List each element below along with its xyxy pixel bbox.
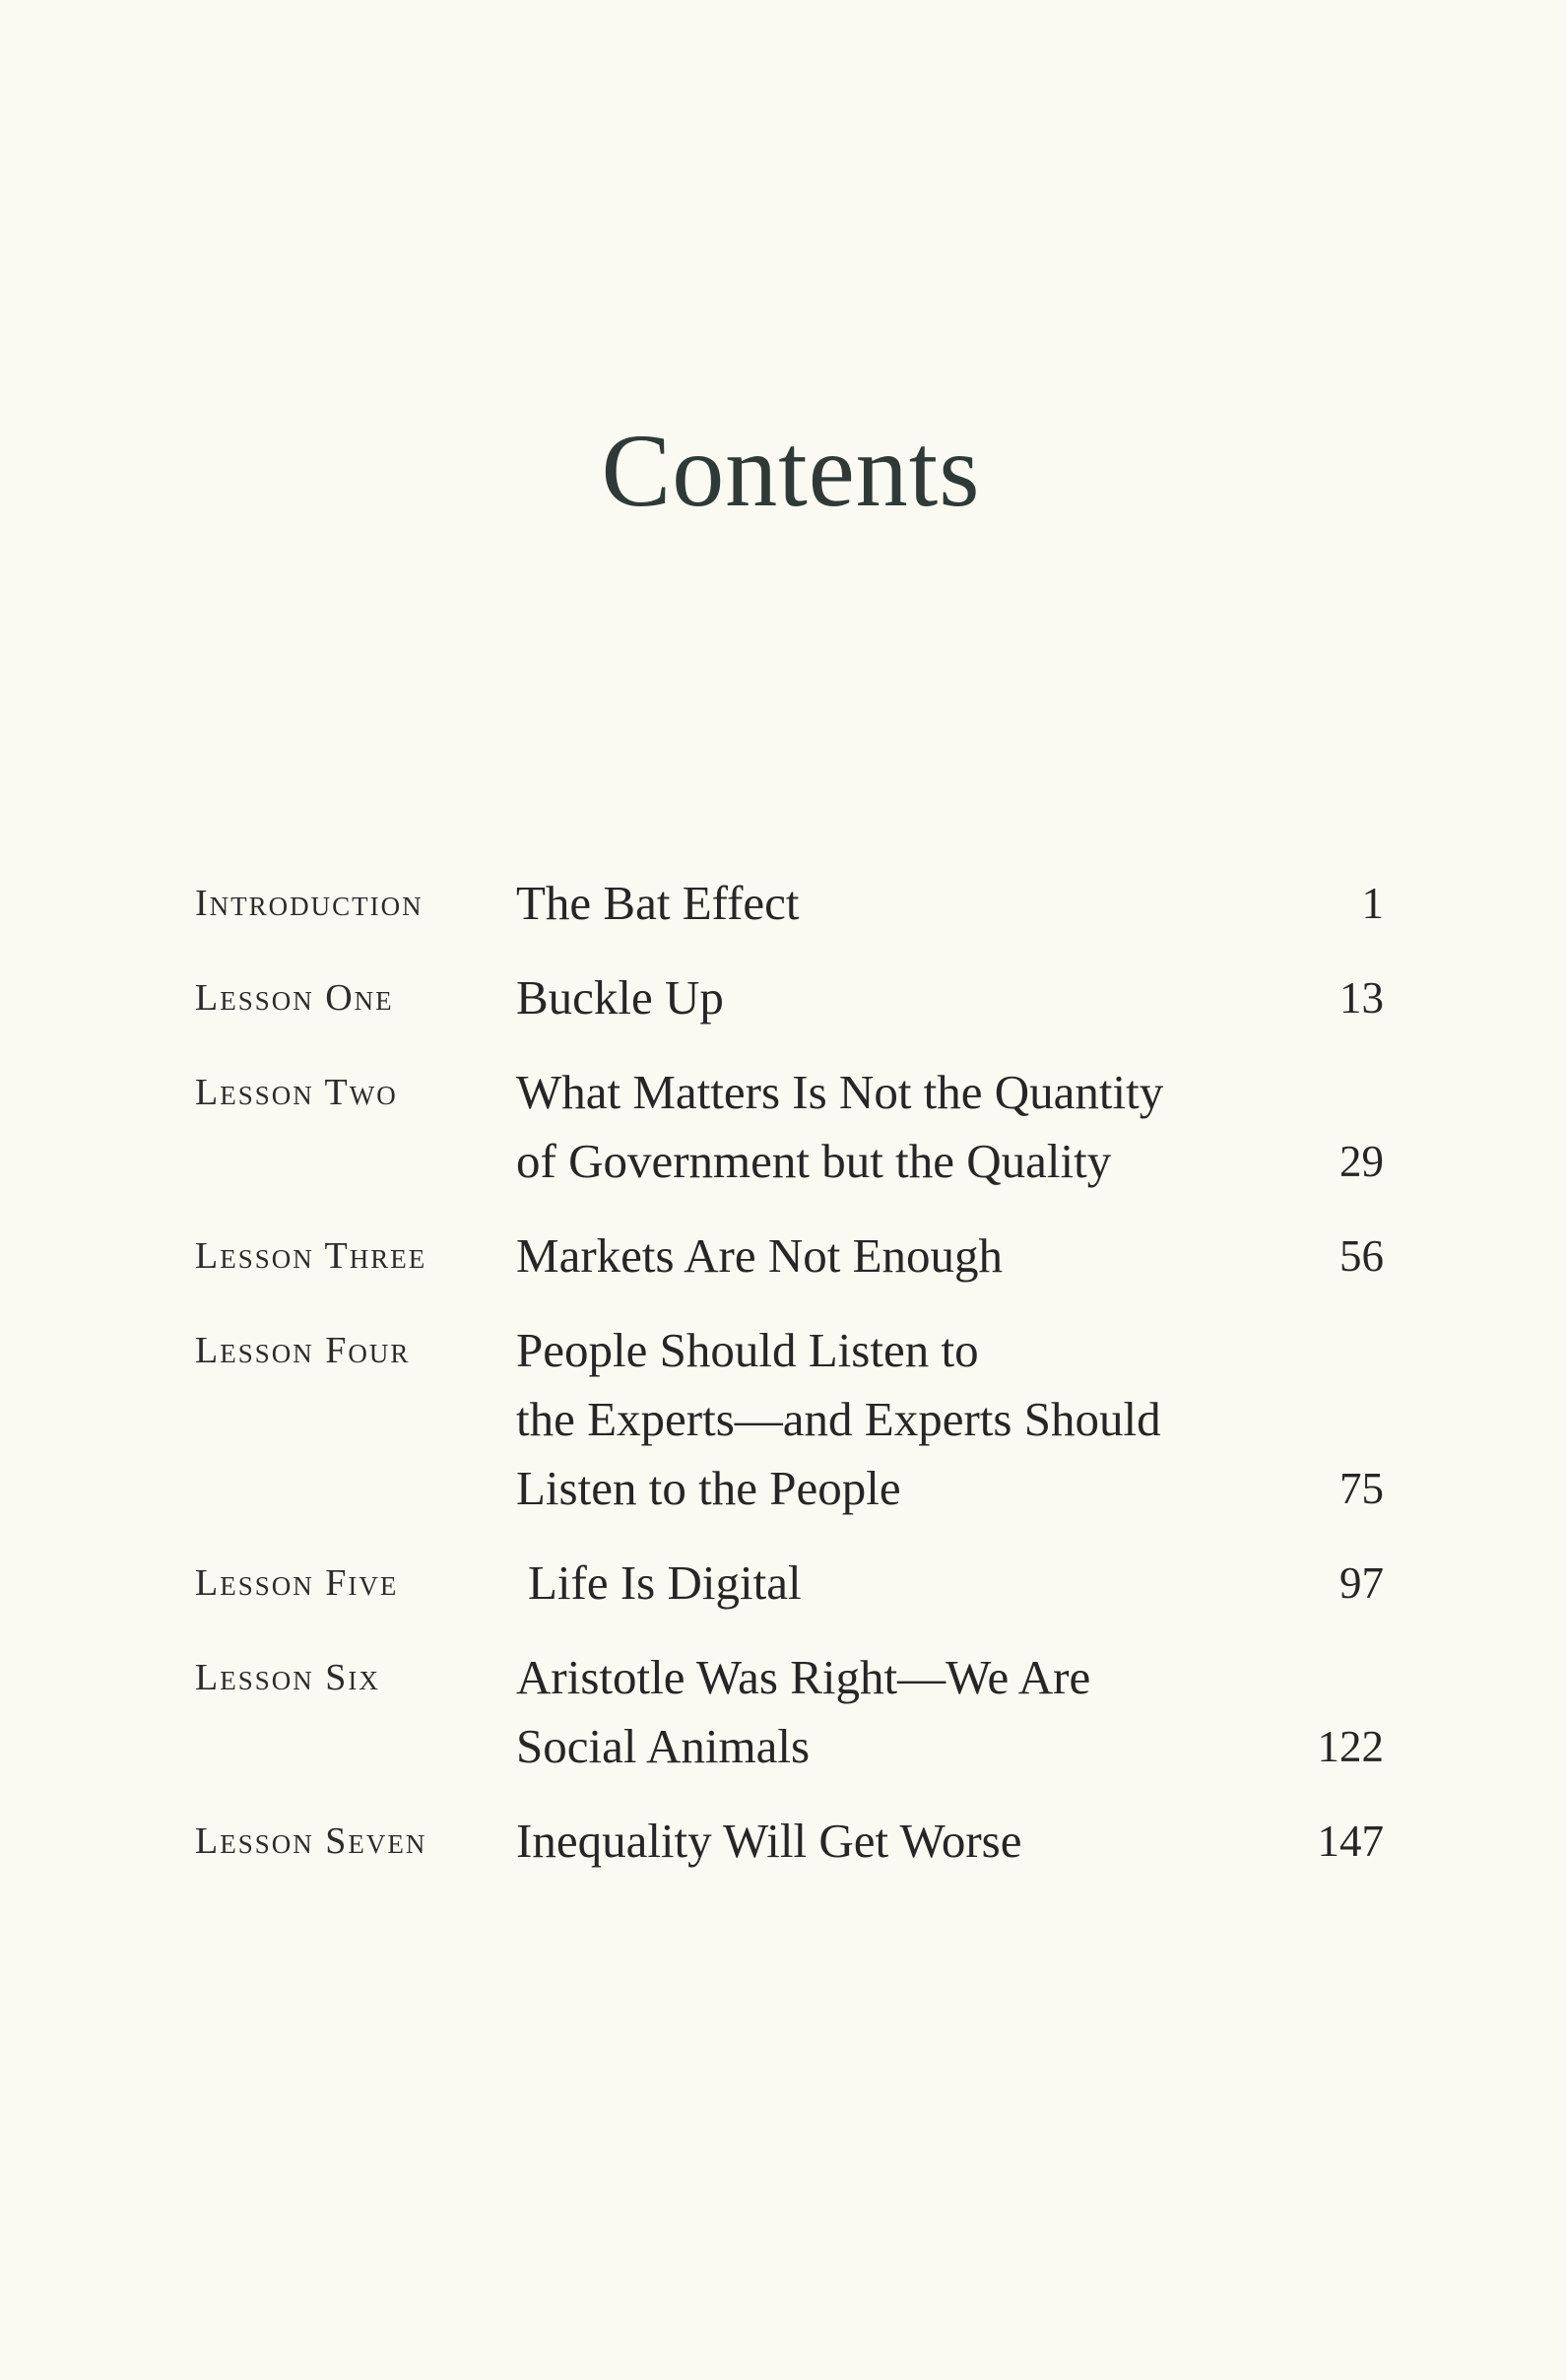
toc-title-line: Inequality Will Get Worse bbox=[516, 1814, 1022, 1868]
toc-entry-introduction[interactable] bbox=[195, 869, 1384, 938]
toc-title-line: Life Is Digital bbox=[528, 1555, 802, 1610]
toc-entry-lesson-one[interactable] bbox=[195, 963, 1384, 1032]
toc-entry-title bbox=[516, 1549, 1384, 1618]
toc-entry-label: Lesson Five bbox=[195, 1562, 399, 1604]
toc-title-line: What Matters Is Not the Quantity bbox=[516, 1065, 1164, 1119]
toc-entry-lesson-seven[interactable] bbox=[195, 1807, 1384, 1876]
toc-entry-lesson-six[interactable] bbox=[195, 1643, 1384, 1781]
toc-entry-title bbox=[516, 963, 1384, 1032]
toc-entry-lesson-two[interactable] bbox=[195, 1058, 1384, 1196]
toc-page-number: 75 bbox=[1339, 1464, 1384, 1513]
toc-entry-label: Lesson Two bbox=[195, 1072, 398, 1113]
toc-entry-title bbox=[516, 1643, 1384, 1781]
toc-entry-label: Lesson Three bbox=[195, 1235, 427, 1277]
toc-entry-label: Lesson Six bbox=[195, 1657, 380, 1698]
toc-entry-title bbox=[516, 1316, 1384, 1523]
toc-entry-label: Introduction bbox=[195, 883, 424, 924]
toc-title-line: People Should Listen to bbox=[516, 1323, 979, 1377]
toc-title-line: of Government but the Quality bbox=[516, 1134, 1112, 1188]
toc-page-number: 13 bbox=[1339, 973, 1384, 1023]
toc-title-line: the Experts—and Experts Should bbox=[516, 1392, 1161, 1446]
toc-page-number: 56 bbox=[1339, 1231, 1384, 1281]
toc-page-number: 147 bbox=[1317, 1817, 1384, 1866]
table-of-contents bbox=[195, 869, 1384, 1876]
toc-title-line: Markets Are Not Enough bbox=[516, 1228, 1003, 1283]
toc-title-line: Social Animals bbox=[516, 1719, 811, 1773]
toc-page-number: 122 bbox=[1317, 1722, 1384, 1771]
toc-page-number: 1 bbox=[1361, 879, 1384, 928]
toc-title-line: Aristotle Was Right—We Are bbox=[516, 1650, 1091, 1704]
toc-entry-title bbox=[516, 1058, 1384, 1196]
toc-entry-title bbox=[516, 1807, 1384, 1876]
page-title: Contents bbox=[601, 413, 981, 528]
toc-entry-label: Lesson Seven bbox=[195, 1820, 427, 1862]
toc-entry-label: Lesson Four bbox=[195, 1330, 411, 1371]
toc-title-line: The Bat Effect bbox=[516, 876, 800, 930]
toc-entry-label: Lesson One bbox=[195, 977, 394, 1019]
toc-page-number: 29 bbox=[1339, 1137, 1384, 1186]
toc-entry-lesson-four[interactable] bbox=[195, 1316, 1384, 1523]
toc-entry-title bbox=[516, 1222, 1384, 1290]
toc-entry-lesson-three[interactable] bbox=[195, 1222, 1384, 1290]
toc-entry-title bbox=[516, 869, 1384, 938]
toc-title-line: Listen to the People bbox=[516, 1461, 901, 1515]
toc-title-line: Buckle Up bbox=[516, 970, 724, 1025]
toc-entry-lesson-five[interactable] bbox=[195, 1549, 1384, 1618]
toc-page-number: 97 bbox=[1339, 1558, 1384, 1608]
